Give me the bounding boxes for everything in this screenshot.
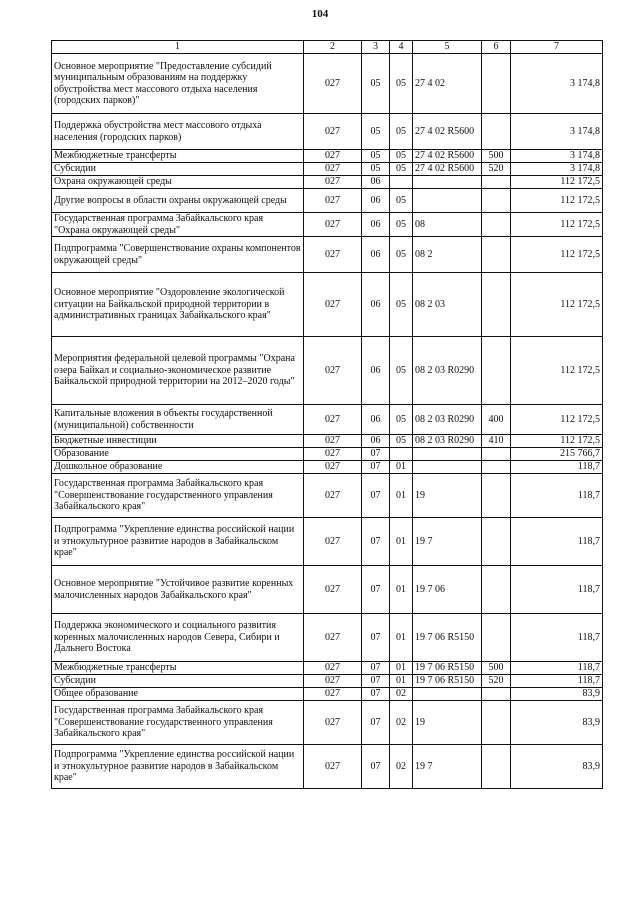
row-name-cell: Образование <box>52 448 304 461</box>
ved-cell: 027 <box>304 461 362 474</box>
vr-cell <box>482 176 511 189</box>
row-name-cell: Государственная программа Забайкальского края "Охрана окружающей среды" <box>52 213 304 237</box>
ved-cell: 027 <box>304 213 362 237</box>
table-row <box>52 176 603 189</box>
table-row <box>52 448 603 461</box>
pr-cell: 05 <box>390 435 413 448</box>
table-row <box>52 474 603 518</box>
column-header: 3 <box>362 41 390 54</box>
ved-cell: 027 <box>304 662 362 675</box>
sum-cell: 3 174,8 <box>511 150 603 163</box>
csr-cell: 19 7 06 R5150 <box>413 614 482 662</box>
table-row <box>52 150 603 163</box>
rz-cell: 07 <box>362 701 390 745</box>
table-row <box>52 405 603 435</box>
vr-cell <box>482 518 511 566</box>
column-header: 1 <box>52 41 304 54</box>
pr-cell: 01 <box>390 566 413 614</box>
pr-cell: 05 <box>390 163 413 176</box>
csr-cell <box>413 176 482 189</box>
rz-cell: 07 <box>362 688 390 701</box>
vr-cell <box>482 273 511 337</box>
sum-cell: 83,9 <box>511 745 603 789</box>
ved-cell: 027 <box>304 566 362 614</box>
csr-cell <box>413 189 482 213</box>
vr-cell <box>482 688 511 701</box>
pr-cell: 02 <box>390 745 413 789</box>
csr-cell: 08 2 03 R0290 <box>413 435 482 448</box>
rz-cell: 07 <box>362 461 390 474</box>
column-header: 2 <box>304 41 362 54</box>
pr-cell: 02 <box>390 688 413 701</box>
ved-cell: 027 <box>304 237 362 273</box>
row-name-cell: Основное мероприятие "Оздоровление экологической ситуации на Байкальской природной территории в административных границах Забайкальского края" <box>52 273 304 337</box>
row-name-cell: Государственная программа Забайкальского края "Совершенствование государственного управления Забайкальского края" <box>52 474 304 518</box>
pr-cell: 01 <box>390 675 413 688</box>
sum-cell: 118,7 <box>511 518 603 566</box>
rz-cell: 05 <box>362 150 390 163</box>
pr-cell: 01 <box>390 614 413 662</box>
rz-cell: 07 <box>362 448 390 461</box>
sum-cell: 112 172,5 <box>511 213 603 237</box>
csr-cell: 27 4 02 <box>413 54 482 114</box>
vr-cell <box>482 701 511 745</box>
sum-cell: 112 172,5 <box>511 337 603 405</box>
csr-cell: 19 7 06 <box>413 566 482 614</box>
table-row <box>52 337 603 405</box>
sum-cell: 118,7 <box>511 566 603 614</box>
csr-cell: 19 7 <box>413 518 482 566</box>
csr-cell: 19 7 06 R5150 <box>413 675 482 688</box>
table-row <box>52 566 603 614</box>
sum-cell: 3 174,8 <box>511 54 603 114</box>
row-name-cell: Государственная программа Забайкальского края "Совершенствование государственного управления Забайкальского края" <box>52 701 304 745</box>
ved-cell: 027 <box>304 701 362 745</box>
rz-cell: 06 <box>362 213 390 237</box>
pr-cell: 05 <box>390 114 413 150</box>
vr-cell: 520 <box>482 675 511 688</box>
vr-cell <box>482 337 511 405</box>
column-header: 4 <box>390 41 413 54</box>
rz-cell: 07 <box>362 566 390 614</box>
vr-cell: 520 <box>482 163 511 176</box>
pr-cell: 05 <box>390 237 413 273</box>
row-name-cell: Поддержка обустройства мест массового отдыха населения (городских парков) <box>52 114 304 150</box>
vr-cell <box>482 474 511 518</box>
rz-cell: 06 <box>362 337 390 405</box>
csr-cell: 08 2 03 R0290 <box>413 405 482 435</box>
vr-cell <box>482 189 511 213</box>
row-name-cell: Мероприятия федеральной целевой программы "Охрана озера Байкал и социально-экономическое развитие Байкальской природной территории на 2012–2020 годы" <box>52 337 304 405</box>
rz-cell: 05 <box>362 54 390 114</box>
rz-cell: 07 <box>362 675 390 688</box>
sum-cell: 3 174,8 <box>511 163 603 176</box>
ved-cell: 027 <box>304 150 362 163</box>
row-name-cell: Охрана окружающей среды <box>52 176 304 189</box>
row-name-cell: Дошкольное образование <box>52 461 304 474</box>
row-name-cell: Основное мероприятие "Предоставление субсидий муниципальным образованиям на поддержку обустройства мест массового отдыха населения (городских парков)" <box>52 54 304 114</box>
sum-cell: 83,9 <box>511 688 603 701</box>
csr-cell: 19 7 06 R5150 <box>413 662 482 675</box>
rz-cell: 07 <box>362 745 390 789</box>
ved-cell: 027 <box>304 163 362 176</box>
ved-cell: 027 <box>304 675 362 688</box>
table-row <box>52 745 603 789</box>
rz-cell: 06 <box>362 435 390 448</box>
sum-cell: 118,7 <box>511 461 603 474</box>
csr-cell <box>413 688 482 701</box>
ved-cell: 027 <box>304 448 362 461</box>
vr-cell <box>482 448 511 461</box>
csr-cell <box>413 461 482 474</box>
row-name-cell: Субсидии <box>52 163 304 176</box>
table-row <box>52 461 603 474</box>
pr-cell: 02 <box>390 701 413 745</box>
rz-cell: 06 <box>362 189 390 213</box>
pr-cell: 01 <box>390 518 413 566</box>
sum-cell: 112 172,5 <box>511 237 603 273</box>
table-row <box>52 189 603 213</box>
table-row <box>52 114 603 150</box>
ved-cell: 027 <box>304 435 362 448</box>
sum-cell: 118,7 <box>511 662 603 675</box>
sum-cell: 112 172,5 <box>511 405 603 435</box>
ved-cell: 027 <box>304 54 362 114</box>
sum-cell: 83,9 <box>511 701 603 745</box>
sum-cell: 118,7 <box>511 675 603 688</box>
table-row <box>52 213 603 237</box>
row-name-cell: Общее образование <box>52 688 304 701</box>
rz-cell: 05 <box>362 163 390 176</box>
budget-table <box>51 40 603 789</box>
pr-cell: 05 <box>390 337 413 405</box>
row-name-cell: Подпрограмма "Укрепление единства российской нации и этнокультурное развитие народов в Забайкальском крае" <box>52 518 304 566</box>
ved-cell: 027 <box>304 688 362 701</box>
vr-cell <box>482 213 511 237</box>
table-row <box>52 54 603 114</box>
sum-cell: 112 172,5 <box>511 435 603 448</box>
page-number: 104 <box>311 8 329 20</box>
ved-cell: 027 <box>304 745 362 789</box>
row-name-cell: Поддержка экономического и социального развития коренных малочисленных народов Севера, Сибири и Дальнего Востока <box>52 614 304 662</box>
ved-cell: 027 <box>304 176 362 189</box>
pr-cell: 05 <box>390 405 413 435</box>
csr-cell: 19 <box>413 474 482 518</box>
rz-cell: 06 <box>362 405 390 435</box>
rz-cell: 06 <box>362 176 390 189</box>
vr-cell <box>482 114 511 150</box>
pr-cell: 05 <box>390 213 413 237</box>
rz-cell: 07 <box>362 474 390 518</box>
pr-cell: 05 <box>390 150 413 163</box>
sum-cell: 118,7 <box>511 474 603 518</box>
pr-cell: 01 <box>390 461 413 474</box>
vr-cell: 400 <box>482 405 511 435</box>
ved-cell: 027 <box>304 189 362 213</box>
rz-cell: 06 <box>362 273 390 337</box>
table-row <box>52 662 603 675</box>
pr-cell: 05 <box>390 189 413 213</box>
sum-cell: 215 766,7 <box>511 448 603 461</box>
row-name-cell: Капитальные вложения в объекты государственной (муниципальной) собственности <box>52 405 304 435</box>
table-row <box>52 688 603 701</box>
row-name-cell: Другие вопросы в области охраны окружающей среды <box>52 189 304 213</box>
row-name-cell: Подпрограмма "Укрепление единства российской нации и этнокультурное развитие народов в Забайкальском крае" <box>52 745 304 789</box>
ved-cell: 027 <box>304 474 362 518</box>
row-name-cell: Основное мероприятие "Устойчивое развитие коренных малочисленных народов Забайкальского края" <box>52 566 304 614</box>
ved-cell: 027 <box>304 614 362 662</box>
row-name-cell: Межбюджетные трансферты <box>52 662 304 675</box>
pr-cell: 05 <box>390 273 413 337</box>
pr-cell: 01 <box>390 474 413 518</box>
sum-cell: 118,7 <box>511 614 603 662</box>
ved-cell: 027 <box>304 405 362 435</box>
pr-cell <box>390 176 413 189</box>
column-header: 7 <box>511 41 603 54</box>
table-row <box>52 675 603 688</box>
csr-cell: 27 4 02 R5600 <box>413 163 482 176</box>
sum-cell: 112 172,5 <box>511 273 603 337</box>
vr-cell <box>482 614 511 662</box>
ved-cell: 027 <box>304 337 362 405</box>
rz-cell: 07 <box>362 518 390 566</box>
ved-cell: 027 <box>304 518 362 566</box>
csr-cell: 19 <box>413 701 482 745</box>
csr-cell: 27 4 02 R5600 <box>413 114 482 150</box>
column-header: 5 <box>413 41 482 54</box>
csr-cell: 08 <box>413 213 482 237</box>
vr-cell <box>482 54 511 114</box>
pr-cell <box>390 448 413 461</box>
table-row <box>52 163 603 176</box>
vr-cell <box>482 745 511 789</box>
table-row <box>52 701 603 745</box>
ved-cell: 027 <box>304 114 362 150</box>
rz-cell: 07 <box>362 662 390 675</box>
table-row <box>52 518 603 566</box>
csr-cell: 27 4 02 R5600 <box>413 150 482 163</box>
vr-cell <box>482 566 511 614</box>
vr-cell: 410 <box>482 435 511 448</box>
rz-cell: 05 <box>362 114 390 150</box>
csr-cell: 08 2 03 R0290 <box>413 337 482 405</box>
table-row <box>52 435 603 448</box>
pr-cell: 05 <box>390 54 413 114</box>
vr-cell: 500 <box>482 662 511 675</box>
rz-cell: 07 <box>362 614 390 662</box>
row-name-cell: Межбюджетные трансферты <box>52 150 304 163</box>
ved-cell: 027 <box>304 273 362 337</box>
column-header: 6 <box>482 41 511 54</box>
row-name-cell: Субсидии <box>52 675 304 688</box>
table-row <box>52 614 603 662</box>
column-number-header <box>52 41 603 54</box>
row-name-cell: Подпрограмма "Совершенствование охраны компонентов окружающей среды" <box>52 237 304 273</box>
row-name-cell: Бюджетные инвестиции <box>52 435 304 448</box>
table-row <box>52 237 603 273</box>
sum-cell: 112 172,5 <box>511 189 603 213</box>
vr-cell: 500 <box>482 150 511 163</box>
table-row <box>52 273 603 337</box>
sum-cell: 112 172,5 <box>511 176 603 189</box>
pr-cell: 01 <box>390 662 413 675</box>
vr-cell <box>482 237 511 273</box>
vr-cell <box>482 461 511 474</box>
csr-cell: 08 2 <box>413 237 482 273</box>
rz-cell: 06 <box>362 237 390 273</box>
csr-cell: 19 7 <box>413 745 482 789</box>
csr-cell: 08 2 03 <box>413 273 482 337</box>
sum-cell: 3 174,8 <box>511 114 603 150</box>
csr-cell <box>413 448 482 461</box>
